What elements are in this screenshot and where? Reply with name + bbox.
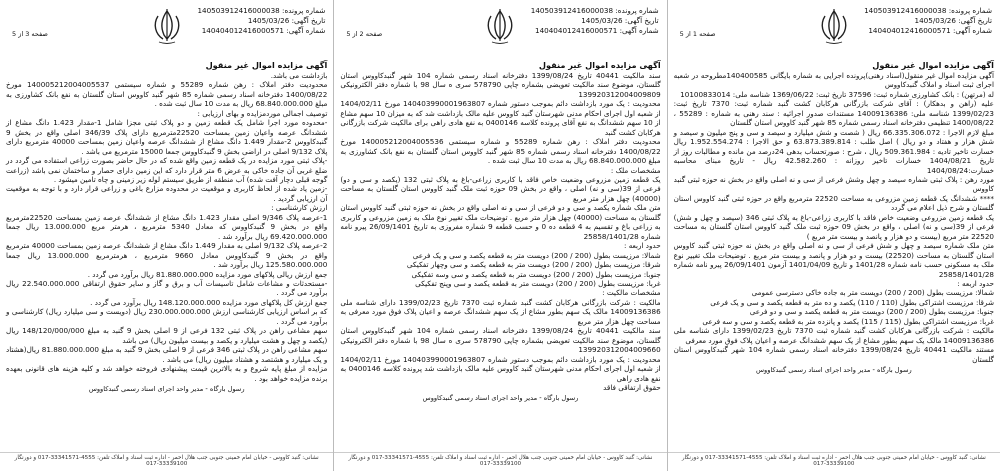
body-paragraph: سند مالکیت 40441 تاریخ 1399/08/24 دفترخانه اسناد رسمی شماره 104 شهر گنبدکاووس استان گلستان، موضوع سند مالکیت تعویضی بشماره چاپی 578790 سری ه سال 98 با شماره دفتر الکترونیکی 139920312004009809	[340, 71, 661, 99]
page-number: صفحه 2 از 5	[346, 30, 383, 38]
body-paragraph: آگهی مزایده اموال غیر منقول(اسناد رهنی)پرونده اجرایی به شماره بایگانی 140400585مطروحه در شعبه اجرای ثبت اسناد و املاک گنبدکاووس	[673, 71, 994, 90]
body-paragraph: یک قطعه زمین مزروعی وضعیت خاص فاقد با کاربری زراعی-باغ به پلاک ثبتی 346 (سیصد و چهل و شش) فرعی از 39(سی و نه) اصلی ، واقع در بخش 09 حوزه ثبت ملک گنبد کاووس استان گلستان به مساحت 22520 متر مربع (بیست و دو هزار و پانصد و بیست متر مربع )	[673, 212, 994, 241]
body-paragraph: شرقا: مرزیست اشتراکی بطول (110 / 110) یکصد و ده متر به قطعه یکصد و سی و یک فرعی	[710, 297, 994, 307]
notice-title: آگهی مزایده اموال غیر منقول	[205, 60, 328, 70]
column-header	[340, 4, 660, 60]
notice-body	[6, 71, 327, 383]
body-paragraph: محدودیت دفتر املاک : رهن شماره 55289 و شماره سیستمی 140005212004005536 مورخ 1400/08/22 دفترخانه اسناد رسمی شماره 85 شهر گنبد کاووس استان گلستان به نفع بانک کشاورزی به مبلغ 68.840.000.000 ریال به مدت 10 سال ثبت شده .	[340, 137, 661, 166]
reference-numbers	[864, 6, 992, 36]
body-paragraph: مستند مالکیت 40441 تاریخ 1399/08/24 دفترخانه اسناد رسمی شماره 104 شهر گنبدکاووس استان گلستان	[673, 345, 994, 364]
notice-date: تاریخ آگهی: 1405/03/26	[247, 16, 326, 25]
page-footer: نشانی: گنبد کاووس - خیابان امام خمینی جنوبی جنب هلال احمر - اداره ثبت اسناد و املاک تلفن: 4555-33341571-017 و دورنگار 33339100-017	[334, 452, 666, 467]
body-paragraph: محدودیت دفتر املاک : رهن شماره 55289 و شماره سیستمی 140005212004005537 مورخ 1400/08/22 دفترخانه اسناد رسمی شماره 85 شهر گنبد کاووس استان گلستان به نفع بانک کشاورزی به مبلغ 68.840.000.000 ریال به مدت 10 سال ثبت شده .	[6, 80, 328, 109]
reference-numbers	[531, 6, 659, 36]
notice-date: تاریخ آگهی: 1405/03/26	[581, 16, 659, 25]
body-paragraph: **** ششدانگ یک قطعه زمین مزروعی به مساحت 22520 مترمربع واقع در حوزه ثبتی گنبد کاووس استان گلستان و شرح ذیل اعلام می گردد	[673, 193, 994, 213]
iran-emblem-icon	[480, 6, 520, 46]
body-paragraph: متن ملک شماره سیصد و چهل و شش فرعی از سی و نه اصلی واقع در بخش نه حوزه ثبتی گنبد کاووس استان گلستان به مساحت (22520) بیست و دو هزار و پانصد و بیست متر مربع . توضیحات ملک تغییر نوع ملک به مسکونی حسب نامه شماره 1401/28 و تاریخ 1401/04/09 آزمون 26/09/1401 پیرو نامه شماره 25858/1401/28	[673, 241, 994, 279]
case-number: شماره پرونده: 140503912416000038	[530, 6, 659, 15]
case-number: شماره پرونده: 140503912416000038	[197, 6, 326, 15]
body-paragraph: سهم مشاعی راهن در پلاک ثبتی 132 فرعی از 9 اصلی بخش 9 گنبد به مبلغ 148/120/000/000 ریال (یکصد و چهل و هشت میلیارد و یکصد و بیست میلیون ریال) می باشد	[6, 326, 328, 345]
case-number: شماره پرونده: 140503912416000038	[864, 6, 992, 15]
notice-body	[340, 71, 660, 392]
notice-number: شماره آگهی: 140404012416000571	[201, 26, 326, 35]
signature-line: رسول بارگاه - مدیر واحد اجرای اسناد رسمی گنبدکاووس	[755, 366, 912, 375]
body-paragraph: حدود اربعه :	[957, 278, 994, 288]
body-paragraph: جنوبا: مرزیست بطول (200 / 200) دویست متر به قطعه یکصد و سی وسه تفکیکی	[411, 269, 661, 279]
body-paragraph: -مستحدثات و مشاعات شامل تاسیسات آب و برق و گاز و سایر حقوق ارتفاقی 22.540.000.000 ریال برآورد می گردد .	[6, 278, 328, 298]
signature-line: رسول بارگاه - مدیر واحد اجرای اسناد رسمی گنبدکاووس	[88, 384, 245, 393]
body-paragraph: یک قطعه زمین مزروعی وضعیت خاص فاقد با کاربری زراعی-باغ به پلاک ثبتی 132 (یکصد و سی و دو) فرعی از 39(سی و نه) اصلی ، واقع در بخش 09 حوزه ثبت ملک گنبد کاووس استان گلستان به مساحت (40000) چهل هزار متر مربع	[340, 174, 661, 203]
signature-line: رسول بارگاه - مدیر واحد اجرای اسناد رسمی گنبدکاووس	[422, 394, 579, 403]
body-paragraph: توصیف اجمالی موردمزایده و بهای ارزیابی :	[197, 108, 328, 118]
iran-emblem-icon	[147, 6, 187, 46]
body-paragraph: -زمین یاد شده از لحاظ کاربری و موقعیت در محدوده مزارع باغی و زراعی قرار دارد و با توجه به موقعیت آن ارزیابی گردید .	[6, 184, 328, 203]
body-paragraph: مشخصات مالکیت :	[602, 288, 661, 298]
body-paragraph: 2-عرصه پلاک 9/132 اصلی به مقدار 1.449 دانگ مشاع از ششدانگ عرصه زمین بمساحت 40000 مترمربع واقع در بخش 9 گنبدکاووس معادل 9660 مترمربع ، هرمترمربع 13.000.000 ریال جمعا 125.580.000.000 ریال برآورد شد .	[6, 241, 328, 270]
column-header	[6, 4, 327, 60]
body-paragraph: شمالا: مرزیست بطول (200 / 200) دویست متر به قطعه یکصد و سی و یک فرعی	[412, 250, 661, 260]
document-column-1	[667, 0, 1000, 471]
notice-number: شماره آگهی: 140404012416000571	[535, 26, 659, 35]
body-paragraph: مشخصات ملک :	[610, 165, 661, 175]
body-paragraph: محدودیت : یک مورد بازداشت دائم بموجب دستور شماره 140403990001963807 مورخ 1404/02/11 از شعبه اول اجرای احکام مدنی شهرستان گنبد کاووس علیه مالک بازداشت شد پرونده کلاسه 0400146 به نفع هادی راهی	[340, 354, 661, 383]
column-header	[674, 4, 994, 60]
body-paragraph: که بر اساس ارزیابی کارشناسی ارزش 230.000.000.000 ریال (دویست و سی میلیارد ریال) کارشناسی و برآورد می گردد .	[6, 307, 328, 326]
notice-title: آگهی مزایده اموال غیر منقول	[538, 60, 661, 70]
body-paragraph: مزایده از مبلغ پایه شروع و به بالاترین قیمت پیشنهادی فروخته خواهد شد و کلیه هزینه های قانونی بعهده برنده مزایده خواهد بود .	[6, 364, 328, 383]
reference-numbers	[197, 6, 325, 36]
body-paragraph: علیه (راهن و بدهکار) : آقای شرکت بازرگانی هرکابان کشت گنبد شماره ثبت: 7370 تاریخ ثبت: 1399/02/23 شناسه ملی: 14009136386 مستندات صدور اجرائیه : سند رهنی به شماره : 55289 ، 1400/08/22 تنظیمی دفترخانه اسناد رسمی شماره 85 شهر گنبد کاووس استان گلستان	[673, 99, 994, 128]
body-paragraph: متن ملک شماره یکصد و سی و دو فرعی از سی و نه اصلی واقع در بخش نه حوزه ثبتی گنبد کاووس استان گلستان به مساحت (40000) چهل هزار متر مربع . توضیحات ملک تغییر نوع ملک به زمین مزروعی و کاربری به زراعی باغ و تقسیم به 4 قطعه ده 0 و حسب قطعه 9 شماره مفروزی به تاریخ 26/09/1401 پیرو نامه شماره 25858/1401/28	[340, 203, 661, 241]
body-paragraph: جمع ارزش کل پلاکهای مورد مزایده 148.120.000.000 ریال برآورد می گردد .	[90, 297, 328, 307]
body-paragraph: سند مالکیت 40441 تاریخ 1399/08/24 دفترخانه اسناد رسمی شماره 104 شهر گنبدکاووس استان گلستان، موضوع سند مالکیت تعویضی بشماره چاپی 578790 سری ه سال 98 با شماره دفتر الکترونیکی 139920312004009660	[340, 326, 661, 355]
body-paragraph: 1-عرصه پلاک 9/346 اصلی مقدار 1.423 دانگ مشاع از ششدانگ عرصه زمین بمساحت 22520مترمربع واقع در بخش 9 گنبدکاووس که معادل 5340 مترمربع ، هرمتر مربع 13.000.000 ریال جمعا 69.420.000.000 ریال برآورد شد .	[6, 212, 328, 241]
body-paragraph: ارزش کارشناسی :	[271, 203, 328, 213]
body-paragraph: مبلغ لازم الاجرا : 66.335.306.072 ریال ( شصت و شش میلیارد و سیصد و سی و پنج میلیون و سیصد و شش هزار و هفتاد و دو ریال ) اصل طلب : 63.873.389.814 و حق الاجرا : 1.952.554.274 ریال خسارت تاخیر تادیه : 509.361.984 ریال ، شرح : صورتحساب بدهی 24درصد من مانده و مطالبات روز از تاریخ 1404/08/21 خسارات تاخیر روزانه : 42.582.260 ریال - تاریخ مبنای محاسبه خسارت:1404/08/24	[673, 127, 994, 175]
body-paragraph: غربا: مرزیست بطول (200 / 200) دویست متر به قطعه یکصد و سی وپنج تفکیکی	[415, 278, 661, 288]
notice-number: شماره آگهی: 140404012416000571	[868, 26, 992, 35]
document-column-2	[333, 0, 666, 471]
body-paragraph: -محدوده مورد اجرا شامل یک قطعه زمین و دو پلاک ثبتی مجزا شامل 1-مقدار 1.423 دانگ مشاع از ششدانگ عرصه واعیان زمین بمساحت 22520مترمربع دارای پلاک 346/39 اصلی واقع در بخش 9 گنبدکاووس 2-مقدار 1.449 دانگ مشاع از ششدانگ عرصه واعیان زمین بمساحت 40000 مترمربع دارای پلاک 9/132 اصلی در اراضی بخش 9 گنبدکاووس جمعا 15000 مترمربع می باشد .	[6, 118, 328, 156]
body-paragraph: مالکیت : شرکت بازرگانی هرکابان کشت گنبد شماره ثبت 7370 تاریخ 1399/02/23 دارای شناسه ملی 14009136386 مالک یک سهم بطور مشاع از یک سهم ششدانگ عرصه و اعیان پلاک فوق مورد معرفی به مساحت چهل هزار متر مربع	[340, 297, 661, 326]
page-number: صفحه 3 از 5	[12, 30, 48, 38]
body-paragraph: سهم مشاعی راهن در پلاک ثبتی 346 فرعی از 9 اصلی بخش 9 گنبد به مبلغ 81.880.000.000 ریال(هشتاد و یک میلیارد و هشتصد و هشتاد میلیون ریال) می باشد .	[6, 345, 328, 364]
page-footer: نشانی: گنبد کاووس - خیابان امام خمینی جنوبی جنب هلال احمر - اداره ثبت اسناد و املاک تلفن: 4555-33341571-017 و دورنگار 33339100-017	[668, 452, 1000, 467]
body-paragraph: غربا: مرزیست اشتراکی بطول (115 / 115) یکصد و پانزده متر به قطعه یکصد و سی و سه فرعی	[702, 316, 994, 326]
body-paragraph: بازداشت می باشد.	[270, 71, 328, 80]
notice-title: آگهی مزایده اموال غیر منقول	[872, 60, 994, 70]
iran-emblem-icon	[814, 6, 854, 46]
body-paragraph: مالکیت : شرکت بازرگانی هرکابان کشت گنبد شماره ثبت 7370 تاریخ 1399/02/23 دارای شناسه ملی 14009136386 مالک یک سهم بطور مشاع از یک سهم ششدانگ عرصه و اعیان پلاک فوق مورد معرفی	[673, 326, 994, 345]
body-paragraph: جمع ارزش ریالی پلاکهای مورد مزایده 81.880.000.000 ریال برآورد می گردد .	[87, 269, 328, 279]
body-paragraph: -پلاک ثبتی مورد مزایده در یک قطعه زمین واقع شده که در حال حاضر بصورت زراعی استفاده می گردد در ضلع غربی آن جاده خاکی به عرض 6 متر قرار دارد که این زمین دارای حصار و ساختمان نمی باشد (زراعت گوجه قبلی دچار آفت شده) آب منطقه از طریق سیستم لوله زیر زمینی و چاه تامین میشود .	[6, 156, 328, 184]
notice-date: تاریخ آگهی: 1405/03/26	[914, 16, 992, 25]
page-number: صفحه 1 از 5	[679, 30, 716, 38]
body-paragraph: محدودیت : یک مورد بازداشت دائم بموجب دستور شماره 140403990001963807 مورخ 1404/02/11 از شعبه اول اجرای احکام مدنی شهرستان گنبد کاووس علیه مالک بازداشت شد که به میزان 10 سهم مشاع از 10 سهم ششدانگ به نفع آقای پرونده کلاسه 0400146 به نفع هادی راهی برای مالکیت شرکت بازرگانی هرکابان کشت گنبد	[340, 99, 661, 137]
body-paragraph: شمالا: مرزیست بطول (200 / 200) دویست متر به جاده خاکی دسترسی عمومی	[751, 288, 994, 298]
body-paragraph: شرقا: مرزیست بطول (200 / 200) دویست متر به قطعه یکصد و سی وچهار تفکیکی	[406, 260, 661, 270]
body-paragraph: مورد رهن : پلاک ثبتی شماره سیصد و چهل وشش فرعی از سی و نه اصلی واقع در بخش نه حوزه ثبتی گنبد کاووس	[673, 174, 994, 194]
body-paragraph: حدود اربعه :	[623, 241, 661, 251]
document-column-3	[0, 0, 333, 471]
body-paragraph: له (مرتهن) : بانک کشاورزی شماره ثبت: 37596 تاریخ ثبت: 1369/06/22 شناسه ملی: 10100833014	[680, 89, 994, 99]
notice-body	[674, 71, 994, 364]
page-footer: نشانی: گنبد کاووس - خیابان امام خمینی جنوبی جنب هلال احمر - اداره ثبت اسناد و املاک تلفن: 4555-33341571-017 و دورنگار 33339100-017	[0, 452, 333, 467]
body-paragraph: حقوق ارتفاقی فاقد	[603, 382, 661, 392]
body-paragraph: جنوبا: مرزیست بطول (200 / 200) دویست متر به قطعه یکصد و سی و دو فرعی	[749, 307, 994, 317]
